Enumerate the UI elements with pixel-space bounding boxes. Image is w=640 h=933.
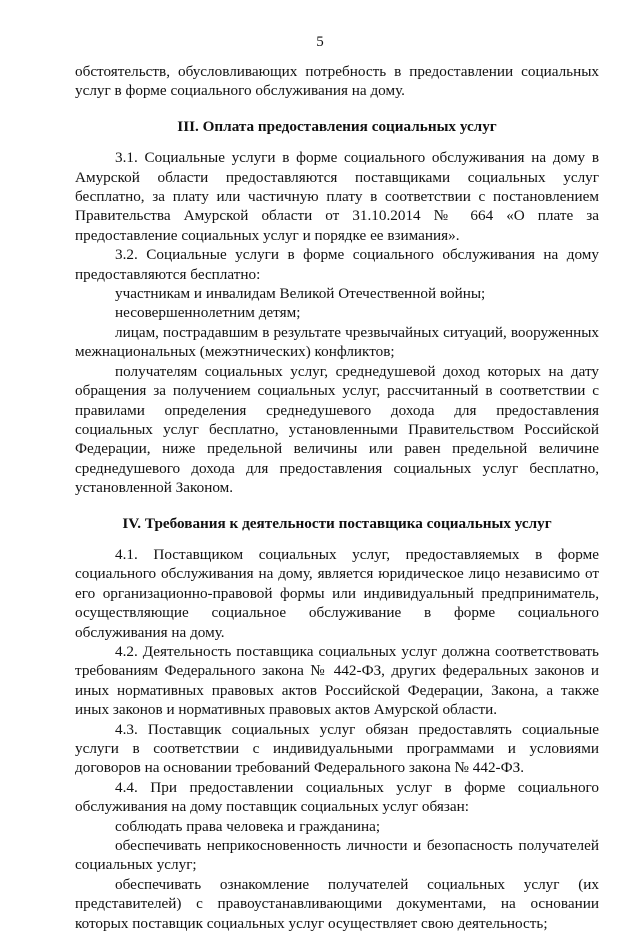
list-item: обеспечивать неприкосновенность личности и безопасность получателей социальных услуг; <box>75 837 599 874</box>
list-item: участникам и инвалидам Великой Отечественной войны; <box>115 285 486 303</box>
list-item: лицам, пострадавшим в результате чрезвычайных ситуаций, вооруженных межнациональных (межэтнических) конфликтов; <box>75 323 599 361</box>
list-item: обеспечивать ознакомление получателей социальных услуг (их представителей) с правоустанавливающими документами, на основании которых поставщик социальных услуг осуществляет свою деятельность; <box>75 875 599 932</box>
list-item: несовершеннолетним детям; <box>115 304 301 322</box>
list-item: получателям социальных услуг, среднедушевой доход которых на дату обращения за получением социальных услуг, рассчитанный в соответствии с правилами определения среднедушевого дохода для предоставления социальных услуг бесплатно, установленными Правительством Российской Федерации, ниже предельной величины или равен предельной величине среднедушевого дохода для предоставления социальных услуг бесплатно, установленной Законом. <box>75 362 599 497</box>
paragraph-3-1: 3.1. Социальные услуги в форме социального обслуживания на дому в Амурской области предоставляются поставщиками социальных услуг бесплатно, за плату или частичную плату в соответствии с постановлением Правительства Амурской области от 31.10.2014 № 664 «О плате за предоставление социальных услуг и порядке ее взимания». <box>75 149 599 244</box>
paragraph-4-2: 4.2. Деятельность поставщика социальных услуг должна соответствовать требованиям Федерального закона № 442-ФЗ, других федеральных законов и иных нормативных правовых актов Российской Федерации, Закона, а также иных законов и нормативных правовых актов Амурской области. <box>75 642 599 719</box>
list-item: соблюдать права человека и гражданина; <box>115 817 381 835</box>
section-3-heading: III. Оплата предоставления социальных услуг <box>177 117 497 135</box>
paragraph-4-3: 4.3. Поставщик социальных услуг обязан предоставлять социальные услуги в соответствии с индивидуальными программами и условиями договоров на основании требований Федерального закона № 442-ФЗ. <box>75 720 599 777</box>
paragraph-4-4: 4.4. При предоставлении социальных услуг в форме социального обслуживания на дому поставщик социальных услуг обязан: <box>75 778 599 816</box>
document-body <box>75 62 599 933</box>
intro-paragraph: обстоятельств, обусловливающих потребность в предоставлении социальных услуг в форме социального обслуживания на дому. <box>75 63 599 100</box>
page-number: 5 <box>316 34 324 50</box>
paragraph-3-2: 3.2. Социальные услуги в форме социального обслуживания на дому предоставляются бесплатно: <box>75 246 599 283</box>
section-4-heading: IV. Требования к деятельности поставщика социальных услуг <box>122 514 552 532</box>
paragraph-4-1: 4.1. Поставщиком социальных услуг, предоставляемых в форме социального обслуживания на дому, является юридическое лицо независимо от его организационно-правовой формы или индивидуальный предприниматель, осуществляющие социальное обслуживание в форме социального обслуживания на дому. <box>75 545 599 641</box>
